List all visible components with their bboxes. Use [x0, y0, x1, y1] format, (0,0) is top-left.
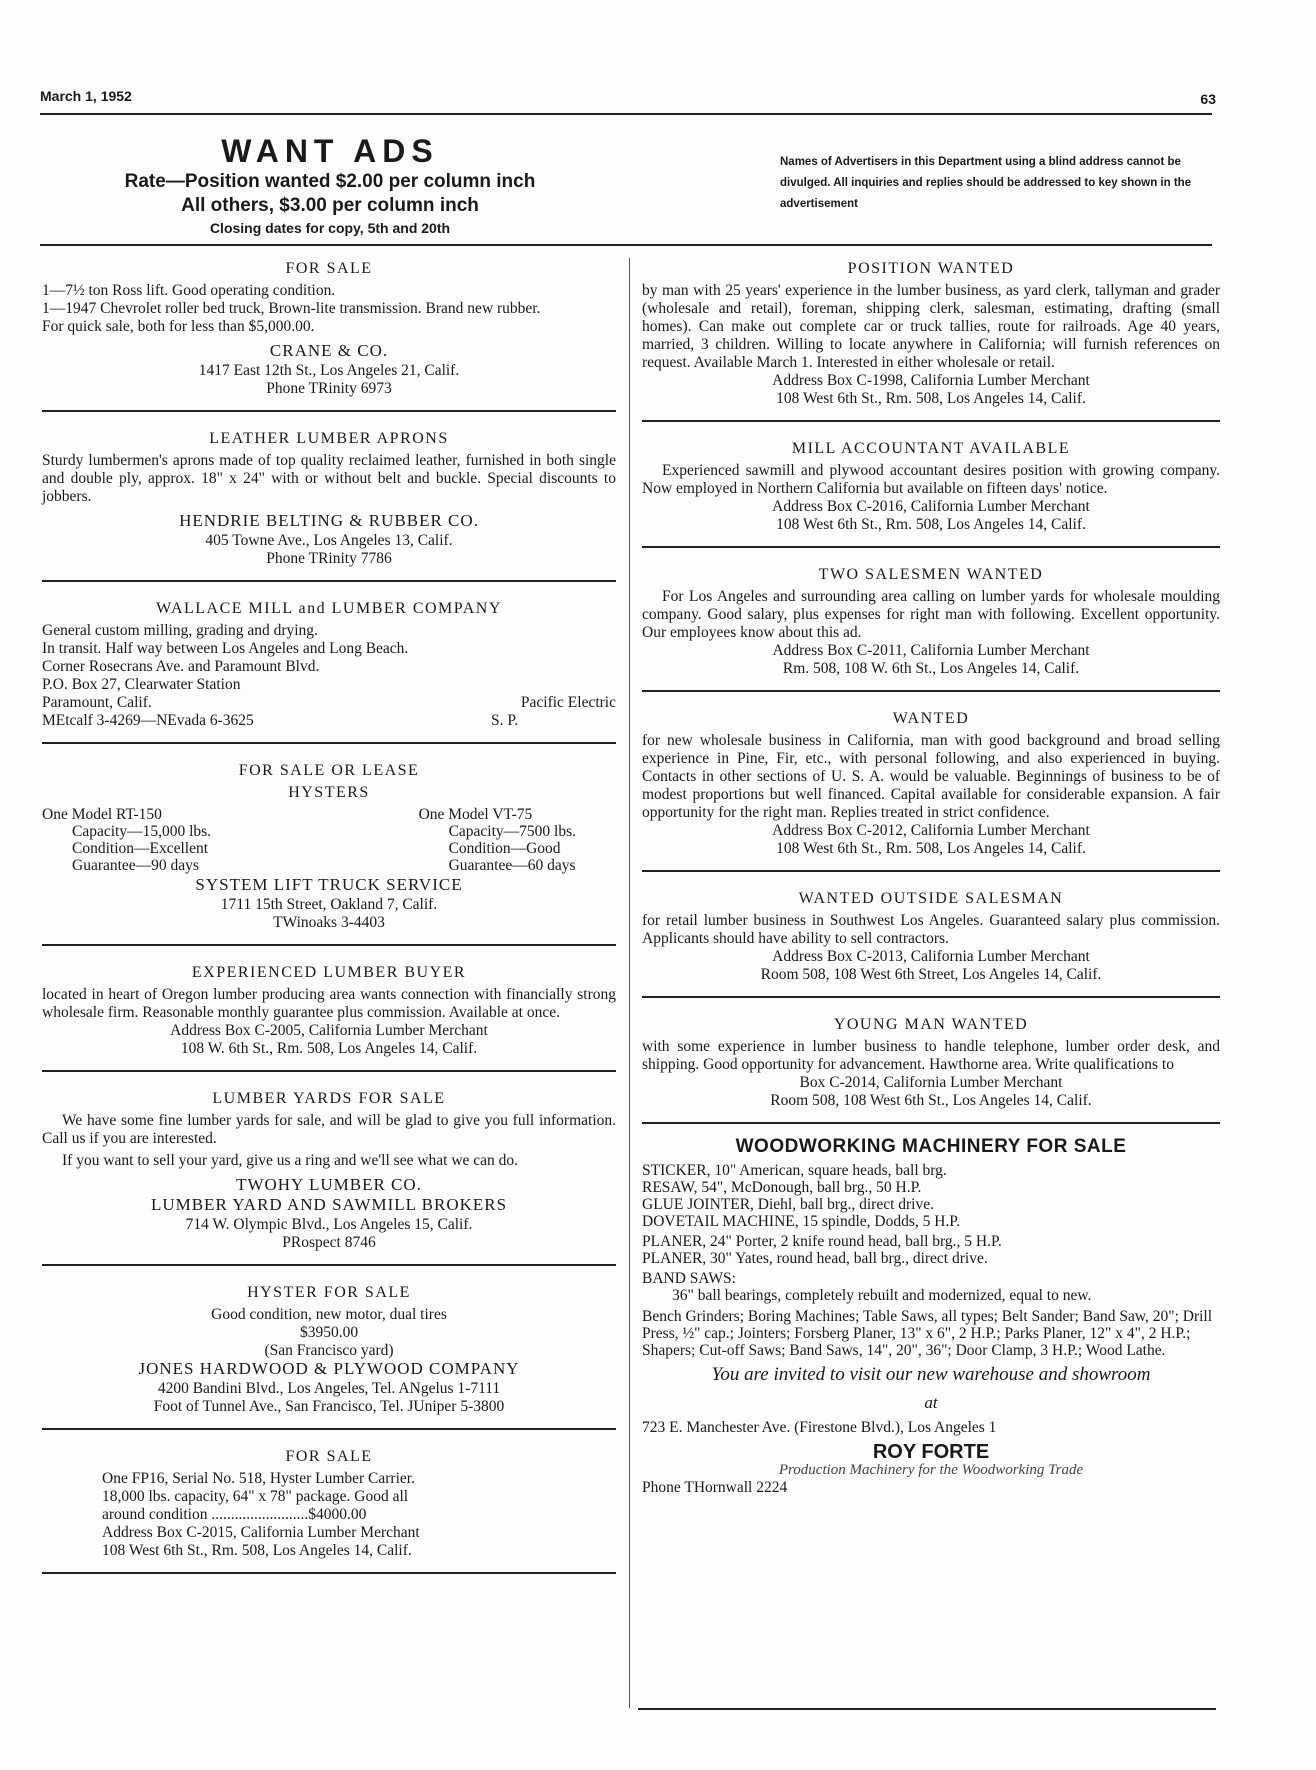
- ad-address: Address Box C-2011, California Lumber Merchant: [772, 642, 1090, 659]
- ad-hendrie: [42, 424, 616, 582]
- ad-body: for new wholesale business in California, man with good background and broad selling experience in Pine, Fir, etc., with personal following, and also experienced in buying. Contacts in other sections of U. S. A. would be valuable. Beginnings of business to be of modest proportions but well financed. Capital available for considerable expansion. A fair opportunity for the right man. Replies treated in strict confidence.: [642, 732, 1220, 821]
- ad-address: Address Box C-1998, California Lumber Merchant: [772, 372, 1090, 389]
- spec-line: One Model VT-75: [418, 806, 533, 823]
- ad-company: ROY FORTE: [872, 1441, 990, 1463]
- machinery-misc: Bench Grinders; Boring Machines; Table Saws, all types; Belt Sander; Band Saw, 20"; Drill Press, ½" cap.; Jointers; Forsberg Planer, 13" x 6", 2 H.P.; Parks Planer, 12" x 4", 2 H.P.; Shapers; Cut-off Saws; Band Saws, 14", 20", 36"; Door Clamp, 3 H.P.; Wood Lathe.: [642, 1308, 1213, 1359]
- ad-address: 108 West 6th St., Rm. 508, Los Angeles 14, Calif.: [102, 1542, 412, 1559]
- ad-body: We have some fine lumber yards for sale, and will be glad to give you full information. Call us if you are interested.: [42, 1112, 616, 1147]
- ad-address: Room 508, 108 West 6th St., Los Angeles 14, Calif.: [770, 1092, 1092, 1109]
- machinery-item: RESAW, 54", McDonough, ball brg., 50 H.P.: [642, 1179, 922, 1196]
- ad-address: Foot of Tunnel Ave., San Francisco, Tel. JUniper 5-3800: [153, 1398, 505, 1415]
- ad-address: Box C-2014, California Lumber Merchant: [799, 1074, 1063, 1091]
- ad-address: 108 West 6th St., Rm. 508, Los Angeles 14, Calif.: [776, 516, 1086, 533]
- want-ads-title-block: [40, 132, 620, 238]
- rate-position: Rate—Position wanted $2.00 per column inch: [124, 171, 536, 192]
- ad-line: One FP16, Serial No. 518, Hyster Lumber Carrier.: [102, 1470, 415, 1487]
- ad-heading: HYSTER FOR SALE: [247, 1284, 411, 1301]
- ad-line-row: [42, 694, 616, 712]
- ad-heading: LUMBER YARDS FOR SALE: [212, 1090, 446, 1107]
- ad-line: General custom milling, grading and drying.: [42, 622, 318, 639]
- ad-two-salesmen: [642, 560, 1220, 692]
- ad-heading: LEATHER LUMBER APRONS: [209, 430, 449, 447]
- closing-dates: Closing dates for copy, 5th and 20th: [209, 220, 451, 236]
- spec-line: Capacity—15,000 lbs.: [72, 823, 212, 840]
- ad-company: SYSTEM LIFT TRUCK SERVICE: [195, 875, 463, 894]
- machinery-item: PLANER, 24" Porter, 2 knife round head, ball brg., 5 H.P.: [642, 1233, 1002, 1250]
- ad-line: 1—7½ ton Ross lift. Good operating condition.: [42, 282, 336, 299]
- ad-line: P.O. Box 27, Clearwater Station: [42, 676, 241, 693]
- ad-address: 108 West 6th St., Rm. 508, Los Angeles 14, Calif.: [776, 390, 1086, 407]
- ad-woodworking-machinery: [642, 1138, 1220, 1497]
- want-ads-title: WANT ADS: [221, 133, 439, 169]
- spec-line: Condition—Excellent: [72, 840, 209, 857]
- ad-address: Address Box C-2005, California Lumber Merchant: [170, 1022, 488, 1039]
- machinery-item: STICKER, 10" American, square heads, ball brg.: [642, 1162, 947, 1179]
- machinery-item: BAND SAWS:: [642, 1270, 736, 1287]
- ad-body: by man with 25 years' experience in the lumber business, as yard clerk, tallyman and grader (wholesale and retail), foreman, shipping clerk, salesman, estimating, drafting (small homes). Can make out complete car or truck tallies, route for railroads. Age 40 years, married, 3 children. Willing to locate anywhere in California; will furnish references on request. Available March 1. Interested in either wholesale or retail.: [642, 282, 1220, 371]
- ad-address: 108 West 6th St., Rm. 508, Los Angeles 14, Calif.: [776, 840, 1086, 857]
- ad-phone: TWinoaks 3-4403: [273, 914, 385, 931]
- title-rule: [40, 244, 1212, 246]
- ad-outside-salesman: [642, 884, 1220, 998]
- ad-address: 714 W. Olympic Blvd., Los Angeles 15, Calif.: [185, 1216, 473, 1233]
- bottom-rule: [638, 1708, 1216, 1710]
- ad-address: 4200 Bandini Blvd., Los Angeles, Tel. ANgelus 1-7111: [157, 1380, 501, 1397]
- right-column: [642, 254, 1220, 1497]
- ad-address: 1417 East 12th St., Los Angeles 21, Calif.: [198, 362, 460, 379]
- ad-address: Address Box C-2012, California Lumber Merchant: [772, 822, 1090, 839]
- machinery-item: GLUE JOINTER, Diehl, ball brg., direct drive.: [642, 1196, 934, 1213]
- ad-line: S. P.: [491, 712, 519, 729]
- ad-address: 1711 15th Street, Oakland 7, Calif.: [220, 896, 438, 913]
- ad-body: For Los Angeles and surrounding area calling on lumber yards for wholesale moulding company. Good salary, plus expenses for right man with following. Excellent opportunity. Our employees know about this ad.: [642, 588, 1220, 641]
- ad-company: TWOHY LUMBER CO.: [236, 1175, 422, 1194]
- ad-line: In transit. Half way between Los Angeles and Long Beach.: [42, 640, 409, 657]
- ad-address: 405 Towne Ave., Los Angeles 13, Calif.: [205, 532, 453, 549]
- ad-body: with some experience in lumber business to handle telephone, lumber order desk, and shipping. Good opportunity for advancement. Hawthorne area. Write qualifications to: [642, 1038, 1220, 1073]
- ad-young-man: [642, 1010, 1220, 1124]
- issue-date: March 1, 1952: [40, 88, 132, 104]
- ad-line: Paramount, Calif.: [42, 694, 152, 711]
- ad-body: Experienced sawmill and plywood accountant desires position with growing company. Now employed in Northern California but available on fifteen days' notice.: [642, 462, 1220, 497]
- ad-line: (San Francisco yard): [264, 1342, 394, 1359]
- machinery-heading: WOODWORKING MACHINERY FOR SALE: [735, 1136, 1127, 1157]
- ad-line: 1—1947 Chevrolet roller bed truck, Brown-lite transmission. Brand new rubber.: [42, 300, 541, 317]
- ad-heading: FOR SALE: [285, 260, 373, 277]
- ad-heading: YOUNG MAN WANTED: [833, 1016, 1029, 1033]
- ad-body: located in heart of Oregon lumber producing area wants connection with financially strong wholesale firm. Reasonable monthly guarantee plus commission. Available at once.: [42, 986, 616, 1021]
- machinery-item-detail: 36" ball bearings, completely rebuilt and modernized, equal to new.: [672, 1287, 1092, 1304]
- ad-address: Address Box C-2016, California Lumber Merchant: [772, 498, 1090, 515]
- ad-phone: PRospect 8746: [282, 1234, 376, 1251]
- blind-address-notice: Names of Advertisers in this Department using a blind address cannot be divulged. All inquiries and replies should be addressed to key shown in the advertisement: [780, 156, 1192, 210]
- spec-line: Guarantee—90 days: [72, 857, 199, 874]
- ad-mill-accountant: [642, 434, 1220, 548]
- hyster-model-b: [419, 806, 576, 874]
- hyster-model-a: [42, 806, 211, 874]
- ad-position-wanted: [642, 254, 1220, 422]
- ad-line: MEtcalf 3-4269—NEvada 6-3625: [42, 712, 254, 729]
- ad-heading: TWO SALESMEN WANTED: [818, 566, 1044, 583]
- ad-phone: Phone TRinity 7786: [266, 550, 392, 567]
- ad-line: Good condition, new motor, dual tires: [211, 1306, 447, 1323]
- ad-phone: Phone THornwall 2224: [642, 1479, 788, 1496]
- column-divider: [629, 258, 630, 1708]
- ad-heading: FOR SALE: [285, 1448, 373, 1465]
- ad-heading: POSITION WANTED: [847, 260, 1015, 277]
- machinery-item: PLANER, 30" Yates, round head, ball brg., direct drive.: [642, 1250, 988, 1267]
- ad-price: $3950.00: [299, 1324, 359, 1341]
- ad-body: for retail lumber business in Southwest Los Angeles. Guaranteed salary plus commission. Applicants should have ability to sell contractors.: [642, 912, 1220, 947]
- invitation-at: at: [924, 1393, 938, 1412]
- ad-heading: WANTED: [892, 710, 970, 727]
- ad-twohy: [42, 1084, 616, 1266]
- ad-phone: Phone TRinity 6973: [266, 380, 392, 397]
- ad-body: If you want to sell your yard, give us a ring and we'll see what we can do.: [62, 1152, 519, 1169]
- ad-jones-hardwood: [42, 1278, 616, 1430]
- ad-body: Sturdy lumbermen's aprons made of top quality reclaimed leather, furnished in both single and double ply, approx. 18" x 24" with or without belt and buckle. Special discounts to jobbers.: [42, 452, 616, 505]
- ad-heading: WALLACE MILL and LUMBER COMPANY: [156, 600, 502, 617]
- ad-subheading: HYSTERS: [288, 784, 370, 801]
- ad-address: Address Box C-2015, California Lumber Merchant: [102, 1524, 420, 1541]
- ad-lumber-buyer: [42, 958, 616, 1072]
- ad-company: HENDRIE BELTING & RUBBER CO.: [179, 511, 479, 530]
- ad-heading: FOR SALE OR LEASE: [238, 762, 420, 779]
- ad-address: Address Box C-2013, California Lumber Merchant: [772, 948, 1090, 965]
- machinery-item: DOVETAIL MACHINE, 15 spindle, Dodds, 5 H.P.: [642, 1213, 961, 1230]
- spec-line: One Model RT-150: [42, 806, 162, 823]
- ad-hyster-carrier: [42, 1442, 616, 1574]
- ad-address: 108 W. 6th St., Rm. 508, Los Angeles 14, Calif.: [180, 1040, 478, 1057]
- ad-line-row: [42, 712, 616, 730]
- left-column: [42, 254, 616, 1586]
- ad-company: CRANE & CO.: [269, 341, 389, 360]
- ad-heading: WANTED OUTSIDE SALESMAN: [798, 890, 1064, 907]
- ad-line: 18,000 lbs. capacity, 64" x 78" package. Good all: [102, 1488, 409, 1505]
- ad-company: JONES HARDWOOD & PLYWOOD COMPANY: [138, 1359, 520, 1378]
- ad-address: 723 E. Manchester Ave. (Firestone Blvd.), Los Angeles 1: [642, 1419, 997, 1436]
- ad-line: Pacific Electric: [520, 694, 616, 711]
- ad-wallace: [42, 594, 616, 744]
- ad-crane: [42, 254, 616, 412]
- hyster-models: [42, 806, 616, 874]
- ad-line: For quick sale, both for less than $5,000.00.: [42, 318, 315, 335]
- ad-tagline: Production Machinery for the Woodworking Trade: [778, 1462, 1084, 1478]
- ad-system-lift: [42, 756, 616, 946]
- ad-heading: EXPERIENCED LUMBER BUYER: [191, 964, 467, 981]
- top-rule: [40, 113, 1212, 115]
- ad-address: Room 508, 108 West 6th Street, Los Angeles 14, Calif.: [760, 966, 1102, 983]
- ad-line: around condition .........................$4000.00: [102, 1506, 367, 1523]
- invitation: You are invited to visit our new warehouse and showroom: [711, 1364, 1151, 1385]
- spec-line: Guarantee—60 days: [448, 857, 576, 874]
- rate-others: All others, $3.00 per column inch: [181, 195, 479, 216]
- spec-line: Condition—Good: [448, 840, 561, 857]
- ad-company-subtitle: LUMBER YARD AND SAWMILL BROKERS: [150, 1195, 508, 1214]
- page-number: 63: [1200, 91, 1216, 107]
- ad-heading: MILL ACCOUNTANT AVAILABLE: [791, 440, 1071, 457]
- ad-address: Rm. 508, 108 W. 6th St., Los Angeles 14, Calif.: [782, 660, 1080, 677]
- spec-line: Capacity—7500 lbs.: [448, 823, 576, 840]
- ad-line: Corner Rosecrans Ave. and Paramount Blvd.: [42, 658, 320, 675]
- ad-wanted: [642, 704, 1220, 872]
